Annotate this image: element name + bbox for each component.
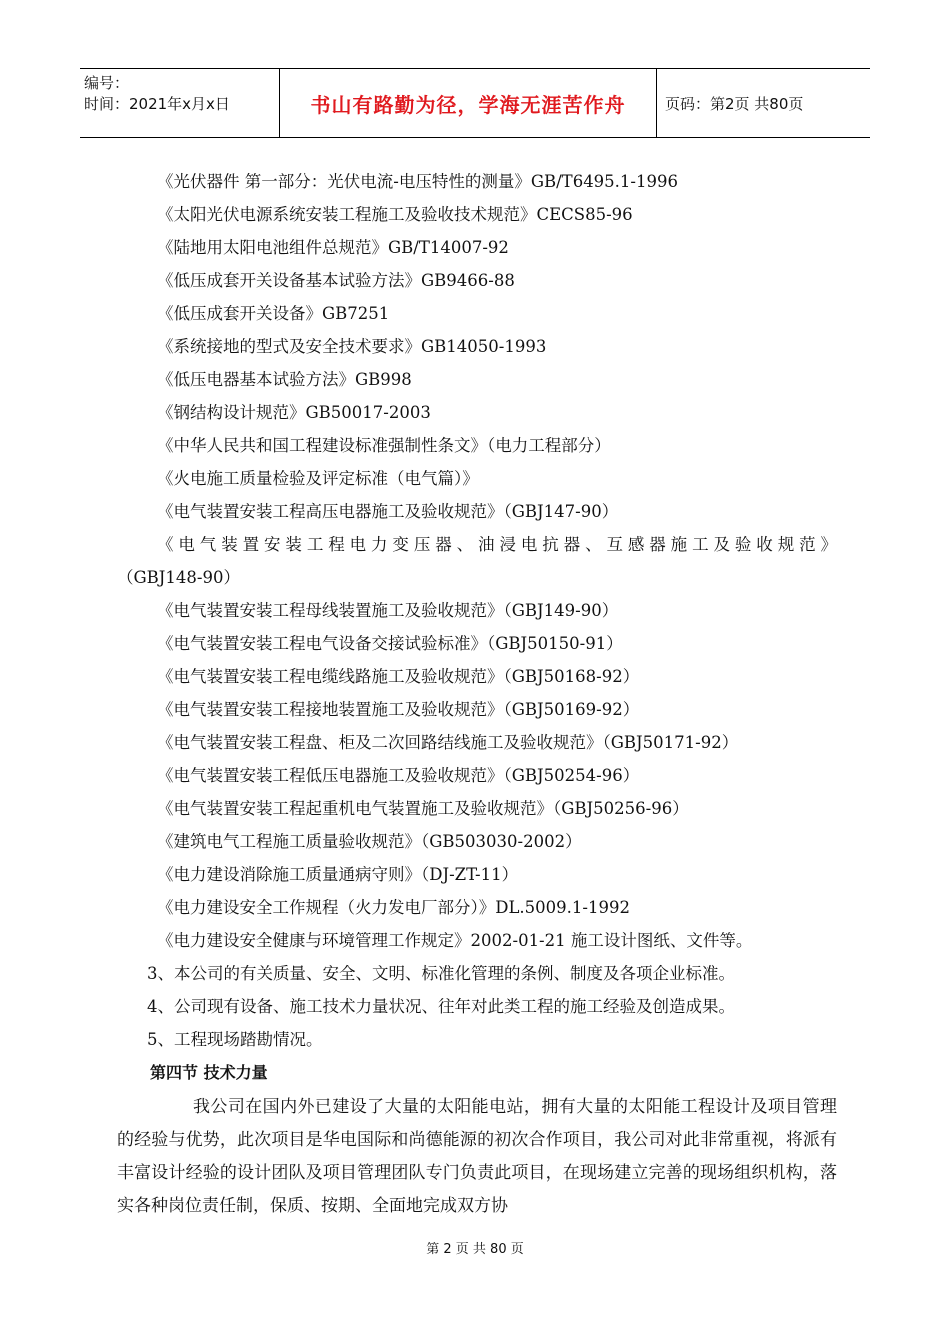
list-item: 《电气装置安装工程电气设备交接试验标准》（GBJ50150-91） [157,634,623,653]
list-item: 《电气装置安装工程低压电器施工及验收规范》（GBJ50254-96） [157,766,640,785]
list-item: 《电气装置安装工程起重机电气装置施工及验收规范》（GBJ50256-96） [157,799,689,818]
list-item: 《电气装置安装工程母线装置施工及验收规范》（GBJ149-90） [157,601,619,620]
list-item: 《电气装置安装工程盘、柜及二次回路结线施工及验收规范》（GBJ50171-92） [157,733,739,752]
list-item: 《太阳光伏电源系统安装工程施工及验收技术规范》CECS85-96 [157,205,633,224]
list-item: 《光伏器件 第一部分：光伏电流-电压特性的测量》GB/T6495.1-1996 [157,172,678,191]
section-heading: 第四节 技术力量 [150,1063,268,1082]
header-meta [80,69,280,137]
list-item: 《低压电器基本试验方法》GB998 [157,370,412,389]
list-item: 《钢结构设计规范》GB50017-2003 [157,403,431,422]
standards-list-continued [117,594,837,957]
header-page-info: 页码：第2页 共80页 [665,94,804,113]
basis-items-list [117,957,837,1056]
date-label: 时间：2021年x月x日 [84,95,230,113]
list-item: 4、公司现有设备、施工技术力量状况、往年对此类工程的施工经验及创造成果。 [147,997,735,1016]
list-item: 《低压成套开关设备》GB7251 [157,304,390,323]
list-item: 5、工程现场踏勘情况。 [147,1030,323,1049]
standard-item-wrapped: 《电气装置安装工程电力变压器、油浸电抗器、互感器施工及验收规范》 [157,535,837,554]
standard-item-wrapped-continuation: （GBJ148-90） [117,568,240,587]
list-item: 《系统接地的型式及安全技术要求》GB14050-1993 [157,337,547,356]
list-item: 《建筑电气工程施工质量验收规范》（GB503030-2002） [157,832,582,851]
number-label: 编号： [84,74,130,92]
document-body [117,165,837,1223]
header-motto: 书山有路勤为径，学海无涯苦作舟 [280,69,657,137]
page-header [80,68,870,138]
standards-list [117,165,837,528]
list-item: 3、本公司的有关质量、安全、文明、标准化管理的条例、制度及各项企业标准。 [147,964,735,983]
list-item: 《低压成套开关设备基本试验方法》GB9466-88 [157,271,515,290]
page-footer: 第 2 页 共 80 页 [426,1242,524,1257]
list-item: 《电力建设消除施工质量通病守则》（DJ-ZT-11） [157,865,519,884]
list-item: 《电力建设安全工作规程（火力发电厂部分）》DL.5009.1-1992 [157,898,630,917]
list-item: 《电气装置安装工程接地装置施工及验收规范》（GBJ50169-92） [157,700,640,719]
list-item: 《陆地用太阳电池组件总规范》GB/T14007-92 [157,238,509,257]
list-item: 《中华人民共和国工程建设标准强制性条文》（电力工程部分） [157,436,611,455]
list-item: 《电气装置安装工程高压电器施工及验收规范》（GBJ147-90） [157,502,619,521]
section-paragraph: 我公司在国内外已建设了大量的太阳能电站，拥有大量的太阳能工程设计及项目管理的经验与优势，此次项目是华电国际和尚德能源的初次合作项目，我公司对此非常重视，将派有丰富设计经验的设计团队及项目管理团队专门负责此项目，在现场建立完善的现场组织机构，落实各种岗位责任制，保质、按期、全面地完成双方协 [117,1097,837,1216]
list-item: 《电力建设安全健康与环境管理工作规定》2002-01-21 施工设计图纸、文件等。 [157,931,753,950]
list-item: 《电气装置安装工程电缆线路施工及验收规范》（GBJ50168-92） [157,667,640,686]
list-item: 《火电施工质量检验及评定标准（电气篇）》 [157,469,479,488]
